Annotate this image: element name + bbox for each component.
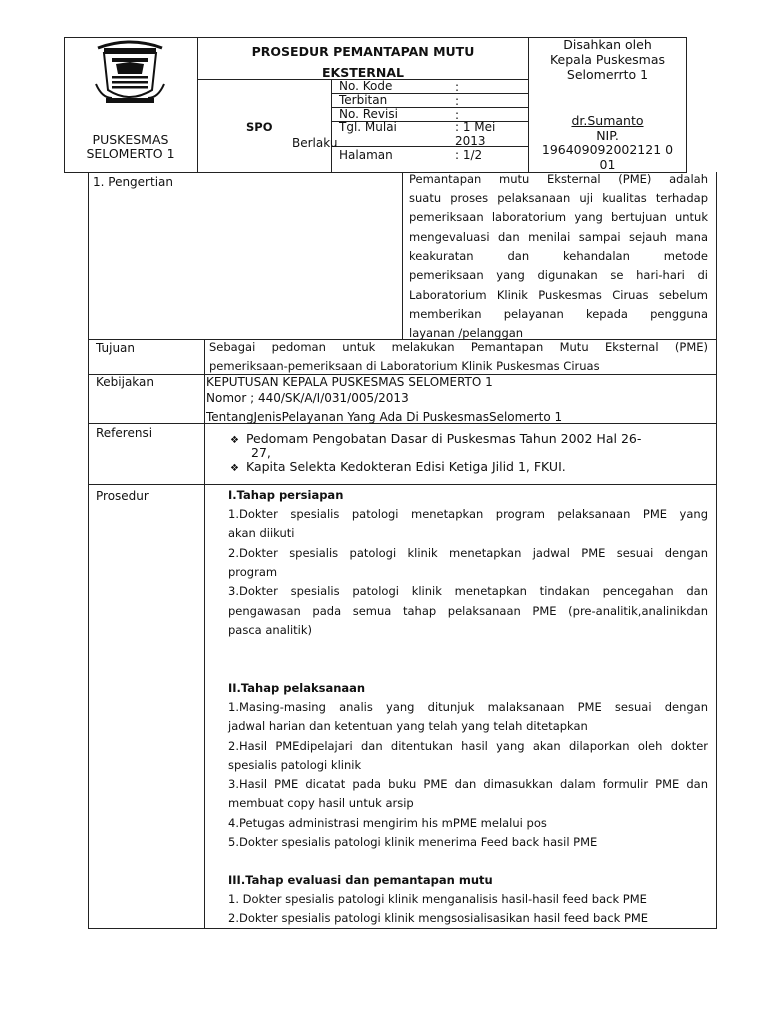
pengertian-line: pemeriksaan yang digunakan se hari-hari di [409, 268, 708, 282]
tahap1-line: 3.Dokter spesialis patologi klinik menetapkan tindakan pencegahan dan [228, 584, 708, 598]
diamond-bullet-icon: ❖ [230, 435, 239, 446]
pengertian-label: 1. Pengertian [93, 175, 173, 189]
kebijakan-line2: Nomor ; 440/SK/A/I/031/005/2013 [206, 391, 409, 405]
document-title-line2: EKSTERNAL [321, 65, 405, 80]
tahap3-line: 1. Dokter spesialis patologi klinik menganalisis hasil-hasil feed back PME [228, 892, 647, 906]
kebijakan-label: Kebijakan [96, 375, 154, 389]
tujuan-line2: pemeriksaan-pemeriksaan di Laboratorium Klinik Puskesmas Ciruas [209, 359, 600, 373]
referensi-label: Referensi [96, 426, 153, 440]
nip-number-line1: 196409092002121 0 [541, 142, 674, 157]
referensi-item1-text: Pedomam Pengobatan Dasar di Puskesmas Tahun 2002 Hal 26- [245, 431, 642, 446]
tujuan-line1: Sebagai pedoman untuk melakukan Pemantapan Mutu Eksternal (PME) [209, 340, 708, 354]
tahap3-title: III.Tahap evaluasi dan pemantapan mutu [228, 873, 493, 887]
tahap2-line: jadwal harian dan ketentuan yang telah yang telah ditetapkan [228, 719, 588, 733]
tahap3-line: 2.Dokter spesialis patologi klinik mengsosialisasikan hasil feed back PME [228, 911, 649, 925]
kebijakan-line1: KEPUTUSAN KEPALA PUSKESMAS SELOMERTO 1 [206, 375, 493, 389]
approval-line3: Selomerrto 1 [566, 67, 649, 82]
tahap1-line: 2.Dokter spesialis patologi klinik menetapkan jadwal PME sesuai dengan [228, 546, 708, 560]
meta-label-halaman: Halaman [339, 148, 393, 162]
pengertian-line: keakuratan dan kehandalan metode [409, 249, 708, 263]
tahap2-title: II.Tahap pelaksanaan [228, 681, 366, 695]
meta-label-no-kode: No. Kode [339, 79, 393, 93]
nip-number-line2: 01 [599, 157, 616, 172]
tahap2-line: 3.Hasil PME dicatat pada buku PME dan dimasukkan dalam formulir PME dan [228, 777, 708, 791]
referensi-item1-continuation: 27, [251, 445, 271, 460]
pengertian-line: Pemantapan mutu Eksternal (PME) adalah [409, 172, 708, 186]
tahap1-line: akan diikuti [228, 526, 295, 540]
tahap1-line: 1.Dokter spesialis patologi menetapkan program pelaksanaan PME yang [228, 507, 708, 521]
meta-value-no-revisi: : [455, 108, 460, 122]
meta-row-line-4 [331, 146, 529, 147]
tahap2-line: 1.Masing-masing analis yang ditunjuk malaksanaan PME sesuai dengan [228, 700, 708, 714]
tahap2-line: membuat copy hasil untuk arsip [228, 796, 414, 810]
diamond-bullet-icon: ❖ [230, 463, 239, 474]
body-border-left [88, 172, 89, 929]
pengertian-line: suatu proses pelaksanaan uji kualitas terhadap [409, 191, 708, 205]
meta-label-terbitan: Terbitan [339, 93, 388, 107]
tahap2-line: 5.Dokter spesialis patologi klinik menerima Feed back hasil PME [228, 835, 598, 849]
body-border-right [716, 172, 717, 929]
org-name-line2: SELOMERTO 1 [86, 146, 175, 161]
tahap2-line: spesialis patologi klinik [228, 758, 362, 772]
tahap1-line: pasca analitik) [228, 623, 312, 637]
referensi-item2-text: Kapita Selekta Kedokteran Edisi Ketiga Jilid 1, FKUI. [245, 459, 566, 474]
meta-label-tgl-mulai: Tgl. Mulai [339, 120, 397, 134]
meta-value-tgl-year: 2013 [455, 134, 486, 148]
pengertian-line: memberikan pelayanan kepada pengguna [409, 307, 708, 321]
meta-label-no-revisi: No. Revisi [339, 107, 398, 121]
referensi-item-2 [230, 459, 566, 476]
pengertian-line: layanan /pelanggan [409, 326, 524, 340]
header-border-right [686, 37, 687, 173]
document-title-line1: PROSEDUR PEMANTAPAN MUTU [251, 44, 475, 59]
row-divider-prosedur [88, 484, 717, 485]
berlaku-label: Berlaku [292, 136, 338, 150]
tahap1-line: pengawasan pada semua tahap pelaksanaan PME (pre-analitik,analinikdan [228, 604, 708, 618]
pengertian-mid-divider [402, 172, 403, 339]
tahap2-line: 2.Hasil PMEdipelajari dan ditentukan hasil yang akan dilaporkan oleh dokter [228, 739, 708, 753]
label-col-divider [204, 339, 205, 929]
kebijakan-line3: TentangJenisPelayanan Yang Ada Di PuskesmasSelomerto 1 [206, 410, 563, 424]
puskesmas-logo [92, 38, 168, 110]
approval-line1: Disahkan oleh [563, 37, 652, 52]
tahap2-line: 4.Petugas administrasi mengirim his mPME melalui pos [228, 816, 547, 830]
meta-value-halaman: : 1/2 [455, 148, 483, 162]
prosedur-label: Prosedur [96, 489, 149, 503]
meta-value-no-kode: : [455, 80, 460, 94]
referensi-item-1 [230, 431, 641, 448]
pengertian-line: mengevaluasi dan menilai sampai sejauh mana [409, 230, 708, 244]
tahap1-line: program [228, 565, 278, 579]
tujuan-label: Tujuan [96, 341, 136, 355]
spo-label: SPO [246, 120, 273, 134]
pengertian-line: Laboratorium Klinik Puskesmas Ciruas sebelum [409, 288, 708, 302]
meta-value-tgl-mulai: : 1 Mei [455, 120, 496, 134]
meta-value-terbitan: : [455, 94, 460, 108]
approval-line2: Kepala Puskesmas [549, 52, 666, 67]
nip-label: NIP. [596, 128, 619, 143]
pengertian-line: pemeriksaan laboratorium yang bertujuan untuk [409, 210, 708, 224]
org-name-line1: PUSKESMAS [92, 132, 169, 147]
tahap1-title: I.Tahap persiapan [228, 488, 344, 502]
signer-name: dr.Sumanto [571, 113, 644, 128]
